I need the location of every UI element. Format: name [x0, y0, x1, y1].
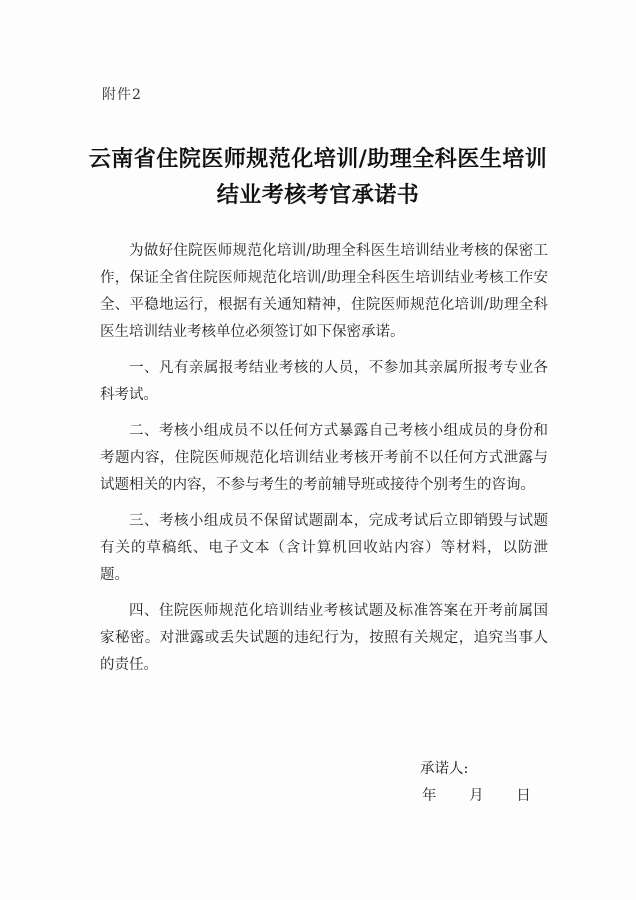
paragraph-intro: 为做好住院医师规范化培训/助理全科医生培训结业考核的保密工作，保证全省住院医师规范化培训/助理全科医生培训结业考核工作安全、平稳地运行，根据有关通知精神，住院医师规范化培训/助理全科医生培训结业考核单位必须签订如下保密承诺。 — [100, 243, 548, 340]
document-title-line1: 云南省住院医师规范化培训/助理全科医生培训 — [88, 147, 548, 172]
document-body — [100, 238, 548, 688]
document-title-line2: 结业考核考官承诺书 — [216, 183, 420, 208]
signature-date: 年 月 日 — [422, 788, 531, 804]
paragraph-clause-3: 三、考核小组成员不保留试题副本，完成考试后立即销毁与试题有关的草稿纸、电子文本（含计算机回收站内容）等材料，以防泄题。 — [100, 513, 548, 583]
paragraph-clause-2: 二、考核小组成员不以任何方式暴露自己考核小组成员的身份和考题内容，住院医师规范化培训结业考核开考前不以任何方式泄露与试题相关的内容，不参与考生的考前辅导班或接待个别考生的咨询。 — [100, 423, 548, 493]
paragraph-clause-4: 四、住院医师规范化培训结业考核试题及标准答案在开考前属国家秘密。对泄露或丢失试题的违纪行为，按照有关规定，追究当事人的责任。 — [100, 603, 548, 673]
attachment-label: 附件2 — [102, 87, 142, 103]
signature-label: 承诺人: — [420, 761, 469, 777]
paragraph-clause-1: 一、凡有亲属报考结业考核的人员，不参加其亲属所报考专业各科考试。 — [100, 360, 548, 403]
